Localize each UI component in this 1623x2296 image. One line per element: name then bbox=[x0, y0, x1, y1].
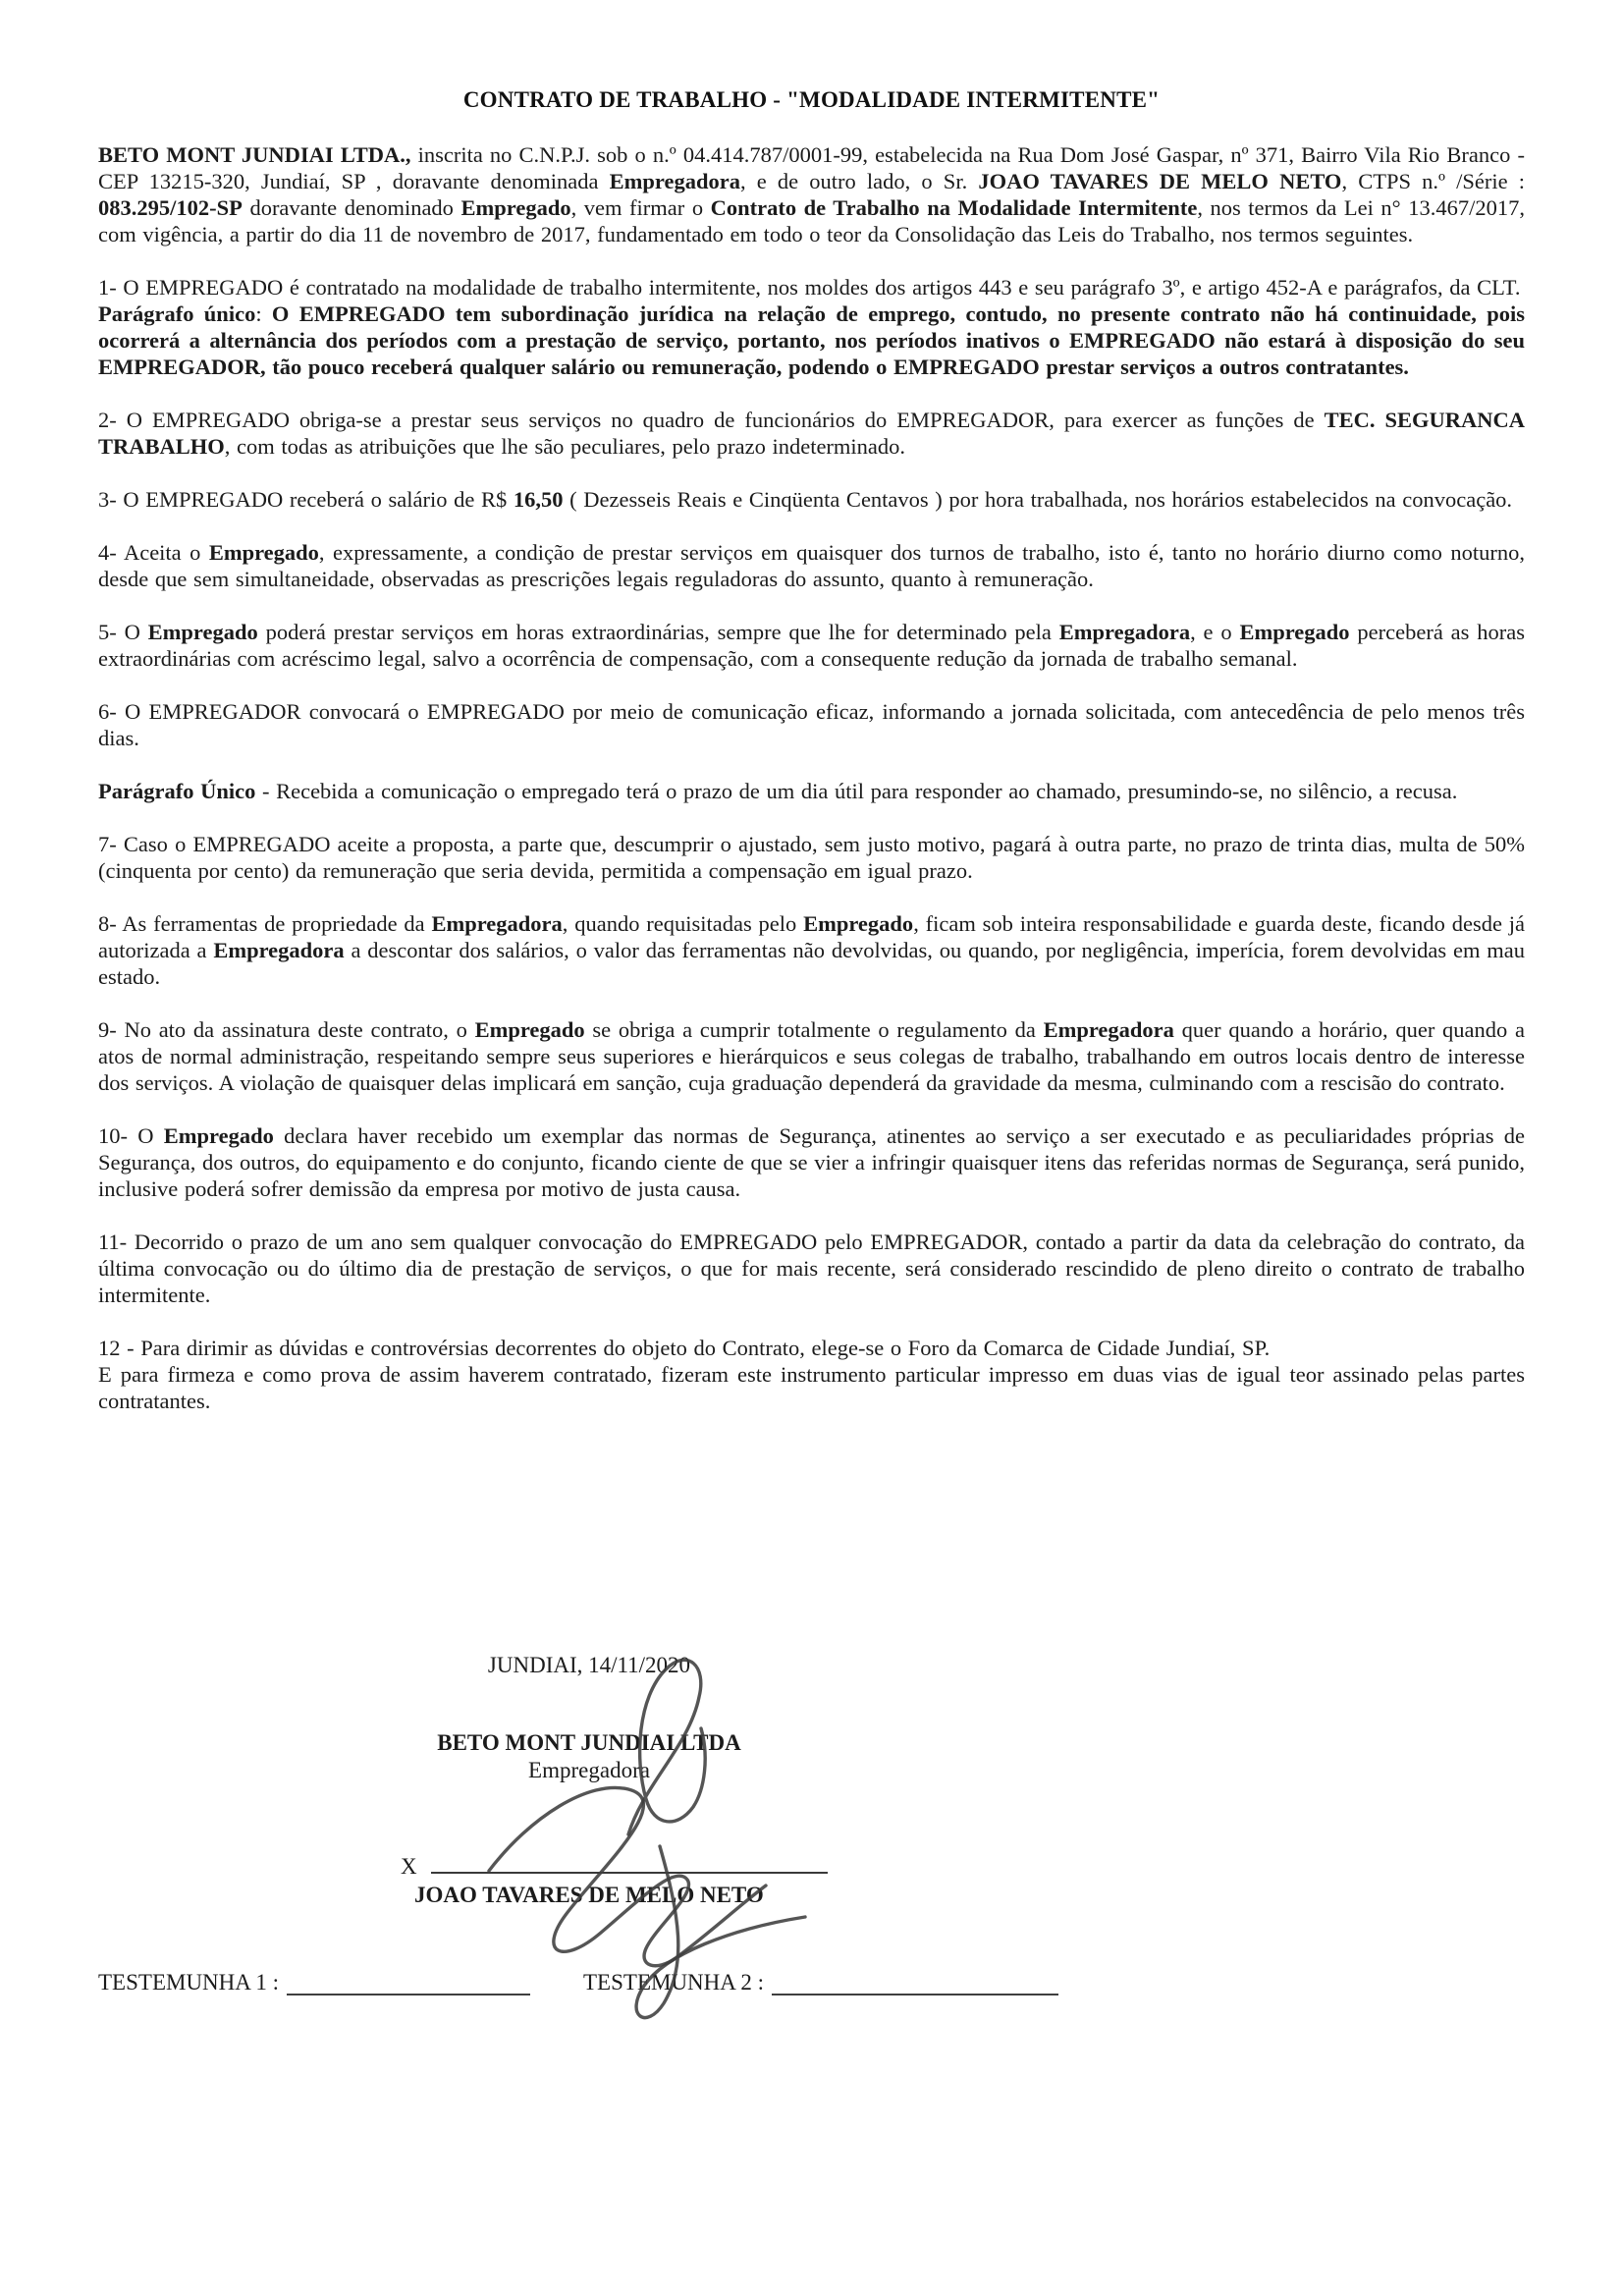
x-label: X bbox=[401, 1854, 417, 1879]
clause-7: 7- Caso o EMPREGADO aceite a proposta, a parte que, descumprir o ajustado, sem justo motivo, pagará à outra parte, no prazo de trinta dias, multa de 50% (cinquenta por cento) da remuneração que seria devida, permitida a compensação em igual prazo. bbox=[98, 832, 1525, 883]
employee-signature-row bbox=[98, 1852, 1525, 1880]
clause-2: 2- O EMPREGADO obriga-se a prestar seus serviços no quadro de funcionários do EMPREGADOR, para exercer as funções de TEC. SEGURANCA TRABALHO, com todas as atribuições que lhe são peculiares, pelo prazo indeterminado. bbox=[98, 408, 1526, 459]
employee-signature-line bbox=[431, 1852, 828, 1874]
intro-paragraph: BETO MONT JUNDIAI LTDA., inscrita no C.N.P.J. sob o n.º 04.414.787/0001-99, estabelecida na Rua Dom José Gaspar, nº 371, Bairro Vila Rio Branco - CEP 13215-320, Jundiaí, SP , doravante denominada Empregadora, e de outro lado, o Sr. JOAO TAVARES DE MELO NETO, CTPS n.º /Série : 083.295/102-SP doravante denominado Empregado, vem firmar o Contrato de Trabalho na Modalidade Intermitente, nos termos da Lei n° 13.467/2017, com vigência, a partir do dia 11 de novembro de 2017, fundamentado em todo o teor da Consolidação das Leis do Trabalho, nos termos seguintes. bbox=[98, 142, 1525, 246]
clause-9: 9- No ato da assinatura deste contrato, o Empregado se obriga a cumprir totalmente o regulamento da Empregadora quer quando a horário, quer quando a atos de normal administração, respeitando sempre seus superiores e hierárquicos e seus colegas de trabalho, trabalhando em outros locais dentro de interesse dos serviços. A violação de quaisquer delas implicará em sanção, cuja graduação dependerá da gravidade da mesma, culminando com a rescisão do contrato. bbox=[98, 1017, 1525, 1095]
place-date: JUNDIAI, 14/11/2020 bbox=[487, 1653, 691, 1677]
employer-role: Empregadora bbox=[528, 1758, 650, 1782]
witness-1 bbox=[98, 1969, 530, 1995]
clause-1: 1- O EMPREGADO é contratado na modalidade de trabalho intermitente, nos moldes dos artigos 443 e seu parágrafo 3º, e artigo 452-A e parágrafos, da CLT. bbox=[98, 275, 1521, 300]
clause-1-sole-paragraph: Parágrafo único: O EMPREGADO tem subordinação jurídica na relação de emprego, contudo, no presente contrato não há continuidade, pois ocorrerá a alternância dos períodos com a prestação de serviço, portanto, nos períodos inativos o EMPREGADO não estará à disposição do seu EMPREGADOR, tão pouco receberá qualquer salário ou remuneração, podendo o EMPREGADO prestar serviços a outros contratantes. bbox=[98, 301, 1525, 379]
clause-5: 5- O Empregado poderá prestar serviços em horas extraordinárias, sempre que lhe for determinado pela Empregadora, e o Empregado perceberá as horas extraordinárias com acréscimo legal, salvo a ocorrência de compensação, com a consequente redução da jornada de trabalho semanal. bbox=[98, 620, 1525, 671]
clause-3: 3- O EMPREGADO receberá o salário de R$ 16,50 ( Dezesseis Reais e Cinqüenta Centavos ) por hora trabalhada, nos horários estabelecidos na convocação. bbox=[98, 487, 1513, 512]
employer-signature-block bbox=[98, 1729, 1080, 1783]
employee-name: JOAO TAVARES DE MELO NETO bbox=[414, 1883, 764, 1907]
witness-2-label: TESTEMUNHA 2 : bbox=[583, 1970, 764, 1995]
clause-11: 11- Decorrido o prazo de um ano sem qualquer convocação do EMPREGADO pelo EMPREGADOR, contado a partir da data da celebração do contrato, da última convocação ou do último dia de prestação de serviços, o que for mais recente, será considerado rescindido de pleno direito o contrato de trabalho intermitente. bbox=[98, 1230, 1525, 1307]
witness-1-label: TESTEMUNHA 1 : bbox=[98, 1970, 279, 1995]
employer-name: BETO MONT JUNDIAI LTDA bbox=[437, 1730, 741, 1755]
clause-6-sole-paragraph: Parágrafo Único - Recebida a comunicação o empregado terá o prazo de um dia útil para responder ao chamado, presumindo-se, no silêncio, a recusa. bbox=[98, 779, 1458, 803]
clause-10: 10- O Empregado declara haver recebido um exemplar das normas de Segurança, atinentes ao serviço a ser executado e as peculiaridades próprias de Segurança, dos outros, do equipamento e do conjunto, ficando ciente de que se vier a infringir quaisquer itens das referidas normas de Segurança, será punido, inclusive poderá sofrer demissão da empresa por motivo de justa causa. bbox=[98, 1123, 1525, 1201]
clause-12-continuation: E para firmeza e como prova de assim haverem contratado, fizeram este instrumento particular impresso em duas vias de igual teor assinado pelas partes contratantes. bbox=[98, 1362, 1525, 1413]
document-title: CONTRATO DE TRABALHO - "MODALIDADE INTERMITENTE" bbox=[462, 87, 1161, 112]
witness-2-line bbox=[772, 1976, 1058, 1995]
closing-block bbox=[98, 1652, 1525, 1995]
contract-body bbox=[98, 86, 1525, 1414]
clause-6: 6- O EMPREGADOR convocará o EMPREGADO por meio de comunicação eficaz, informando a jornada solicitada, com antecedência de pelo menos três dias. bbox=[98, 699, 1525, 750]
witness-1-line bbox=[287, 1976, 530, 1995]
clause-4: 4- Aceita o Empregado, expressamente, a condição de prestar serviços em quaisquer dos turnos de trabalho, isto é, tanto no horário diurno como noturno, desde que sem simultaneidade, observadas as prescrições legais reguladoras do assunto, quanto à remuneração. bbox=[98, 540, 1525, 591]
witness-2 bbox=[583, 1969, 1058, 1995]
witness-row bbox=[98, 1969, 1525, 1995]
clause-12: 12 - Para dirimir as dúvidas e controvérsias decorrentes do objeto do Contrato, elege-se o Foro da Comarca de Cidade Jundiaí, SP. bbox=[98, 1336, 1271, 1360]
clause-8: 8- As ferramentas de propriedade da Empregadora, quando requisitadas pelo Empregado, ficam sob inteira responsabilidade e guarda deste, ficando desde já autorizada a Empregadora a descontar dos salários, o valor das ferramentas não devolvidas, ou quando, por negligência, imperícia, forem devolvidas em mau estado. bbox=[98, 911, 1526, 989]
